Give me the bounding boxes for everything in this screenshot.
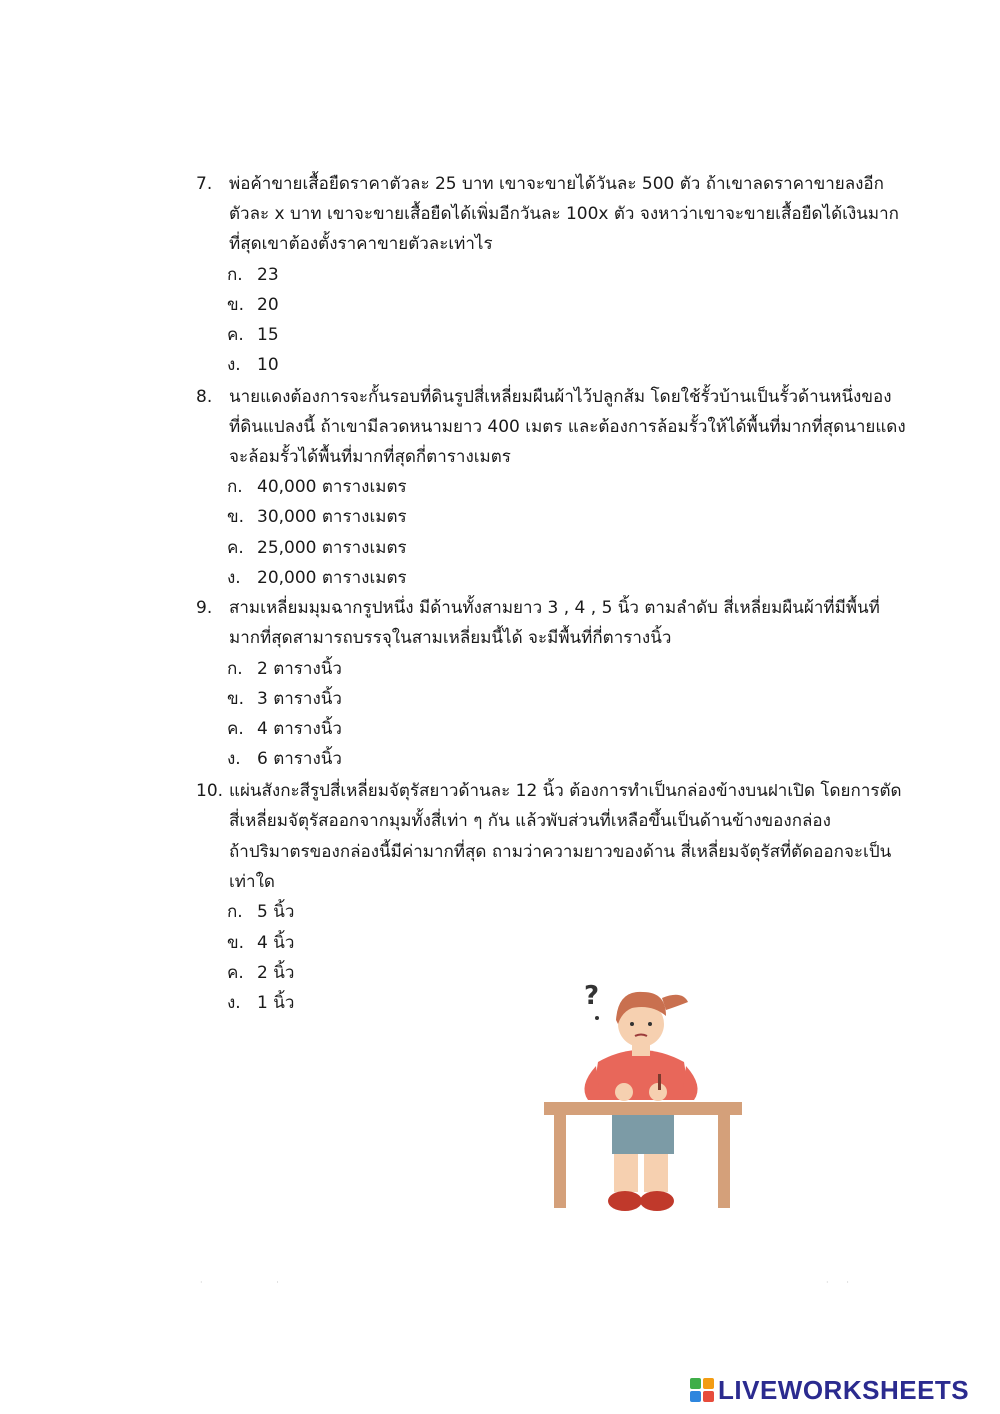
question-number: 7. xyxy=(196,174,213,194)
option-label: ข. xyxy=(227,933,245,953)
option-text: 20 xyxy=(257,295,279,315)
option-label: ง. xyxy=(227,749,241,769)
answer-option[interactable] xyxy=(227,502,407,532)
question-number: 9. xyxy=(196,598,213,618)
answer-option[interactable] xyxy=(227,928,294,958)
option-label: ง. xyxy=(227,568,241,588)
option-label: ก. xyxy=(227,477,243,497)
question-mark: ? xyxy=(584,981,600,1011)
option-label: ค. xyxy=(227,719,244,739)
answer-option[interactable] xyxy=(227,533,407,563)
question-text-line: ตัวละ x บาท เขาจะขายเสื้อยืดได้เพิ่มอีกวันละ 100x ตัว จงหาว่าเขาจะขายเสื้อยืดได้เงินมาก xyxy=(229,204,899,224)
question-number: 10. xyxy=(196,781,224,801)
option-label: ง. xyxy=(227,993,241,1013)
answer-option[interactable] xyxy=(227,988,294,1018)
question-text-line: สี่เหลี่ยมจัตุรัสออกจากมุมทั้งสี่เท่า ๆ กัน แล้วพับส่วนที่เหลือขึ้นเป็นด้านข้างของกล่อง xyxy=(229,811,831,831)
scan-artifact: · · xyxy=(826,1278,849,1287)
question-number: 8. xyxy=(196,387,213,407)
scan-artifact: · · xyxy=(200,1278,279,1287)
question-text-line: สามเหลี่ยมมุมฉากรูปหนึ่ง มีด้านทั้งสามยาว 3 , 4 , 5 นิ้ว ตามลำดับ สี่เหลี่ยมผืนผ้าที่มีพื้นที่ xyxy=(229,598,880,618)
question-text-line: เท่าใด xyxy=(229,872,275,892)
answer-option[interactable] xyxy=(227,472,407,502)
answer-option[interactable] xyxy=(227,684,342,714)
answer-option[interactable] xyxy=(227,260,279,290)
option-label: ก. xyxy=(227,902,243,922)
option-text: 2 ตารางนิ้ว xyxy=(257,659,342,679)
liveworksheets-logo-icon xyxy=(690,1378,714,1402)
option-label: ก. xyxy=(227,265,243,285)
option-label: ข. xyxy=(227,507,245,527)
option-label: ง. xyxy=(227,355,241,375)
question-text-line: มากที่สุดสามารถบรรจุในสามเหลี่ยมนี้ได้ จะมีพื้นที่กี่ตารางนิ้ว xyxy=(229,628,672,648)
option-text: 4 ตารางนิ้ว xyxy=(257,719,342,739)
answer-option[interactable] xyxy=(227,714,342,744)
option-text: 20,000 ตารางเมตร xyxy=(257,568,407,588)
answer-option[interactable] xyxy=(227,320,279,350)
liveworksheets-logo[interactable] xyxy=(690,1374,969,1406)
option-label: ก. xyxy=(227,659,243,679)
option-text: 3 ตารางนิ้ว xyxy=(257,689,342,709)
option-label: ข. xyxy=(227,689,245,709)
answer-option[interactable] xyxy=(227,350,279,380)
answer-option[interactable] xyxy=(227,744,342,774)
option-text: 2 นิ้ว xyxy=(257,963,295,983)
option-label: ข. xyxy=(227,295,245,315)
option-text: 6 ตารางนิ้ว xyxy=(257,749,342,769)
question-text-line: นายแดงต้องการจะกั้นรอบที่ดินรูปสี่เหลี่ยมผืนผ้าไว้ปลูกส้ม โดยใช้รั้วบ้านเป็นรั้วด้านหนึ่งของ xyxy=(229,387,892,407)
question-text-line: แผ่นสังกะสีรูปสี่เหลี่ยมจัตุรัสยาวด้านละ 12 นิ้ว ต้องการทำเป็นกล่องข้างบนฝาเปิด โดยการตัด xyxy=(229,781,902,801)
option-label: ค. xyxy=(227,963,244,983)
option-text: 10 xyxy=(257,355,279,375)
option-text: 1 นิ้ว xyxy=(257,993,295,1013)
answer-option[interactable] xyxy=(227,654,342,684)
question-text-line: ถ้าปริมาตรของกล่องนี้มีค่ามากที่สุด ถามว่าความยาวของด้าน สี่เหลี่ยมจัตุรัสที่ตัดออกจะเป็น xyxy=(229,842,892,862)
option-label: ค. xyxy=(227,538,244,558)
option-text: 23 xyxy=(257,265,279,285)
question-text-line: ที่สุดเขาต้องตั้งราคาขายตัวละเท่าไร xyxy=(229,234,493,254)
option-text: 5 นิ้ว xyxy=(257,902,295,922)
option-text: 30,000 ตารางเมตร xyxy=(257,507,407,527)
option-text: 40,000 ตารางเมตร xyxy=(257,477,407,497)
option-text: 15 xyxy=(257,325,279,345)
answer-option[interactable] xyxy=(227,563,407,593)
answer-option[interactable] xyxy=(227,290,279,320)
confused-student-at-desk-icon xyxy=(540,968,750,1213)
option-label: ค. xyxy=(227,325,244,345)
answer-option[interactable] xyxy=(227,958,294,988)
question-text-line: จะล้อมรั้วได้พื้นที่มากที่สุดกี่ตารางเมตร xyxy=(229,447,511,467)
answer-option[interactable] xyxy=(227,897,294,927)
question-text-line: ที่ดินแปลงนี้ ถ้าเขามีลวดหนามยาว 400 เมตร และต้องการล้อมรั้วให้ได้พื้นที่มากที่สุดนายแดง xyxy=(229,417,906,437)
logo-text: LIVEWORKSHEETS xyxy=(718,1374,970,1405)
question-text-line: พ่อค้าขายเสื้อยืดราคาตัวละ 25 บาท เขาจะขายได้วันละ 500 ตัว ถ้าเขาลดราคาขายลงอีก xyxy=(229,174,884,194)
option-text: 4 นิ้ว xyxy=(257,933,295,953)
option-text: 25,000 ตารางเมตร xyxy=(257,538,407,558)
